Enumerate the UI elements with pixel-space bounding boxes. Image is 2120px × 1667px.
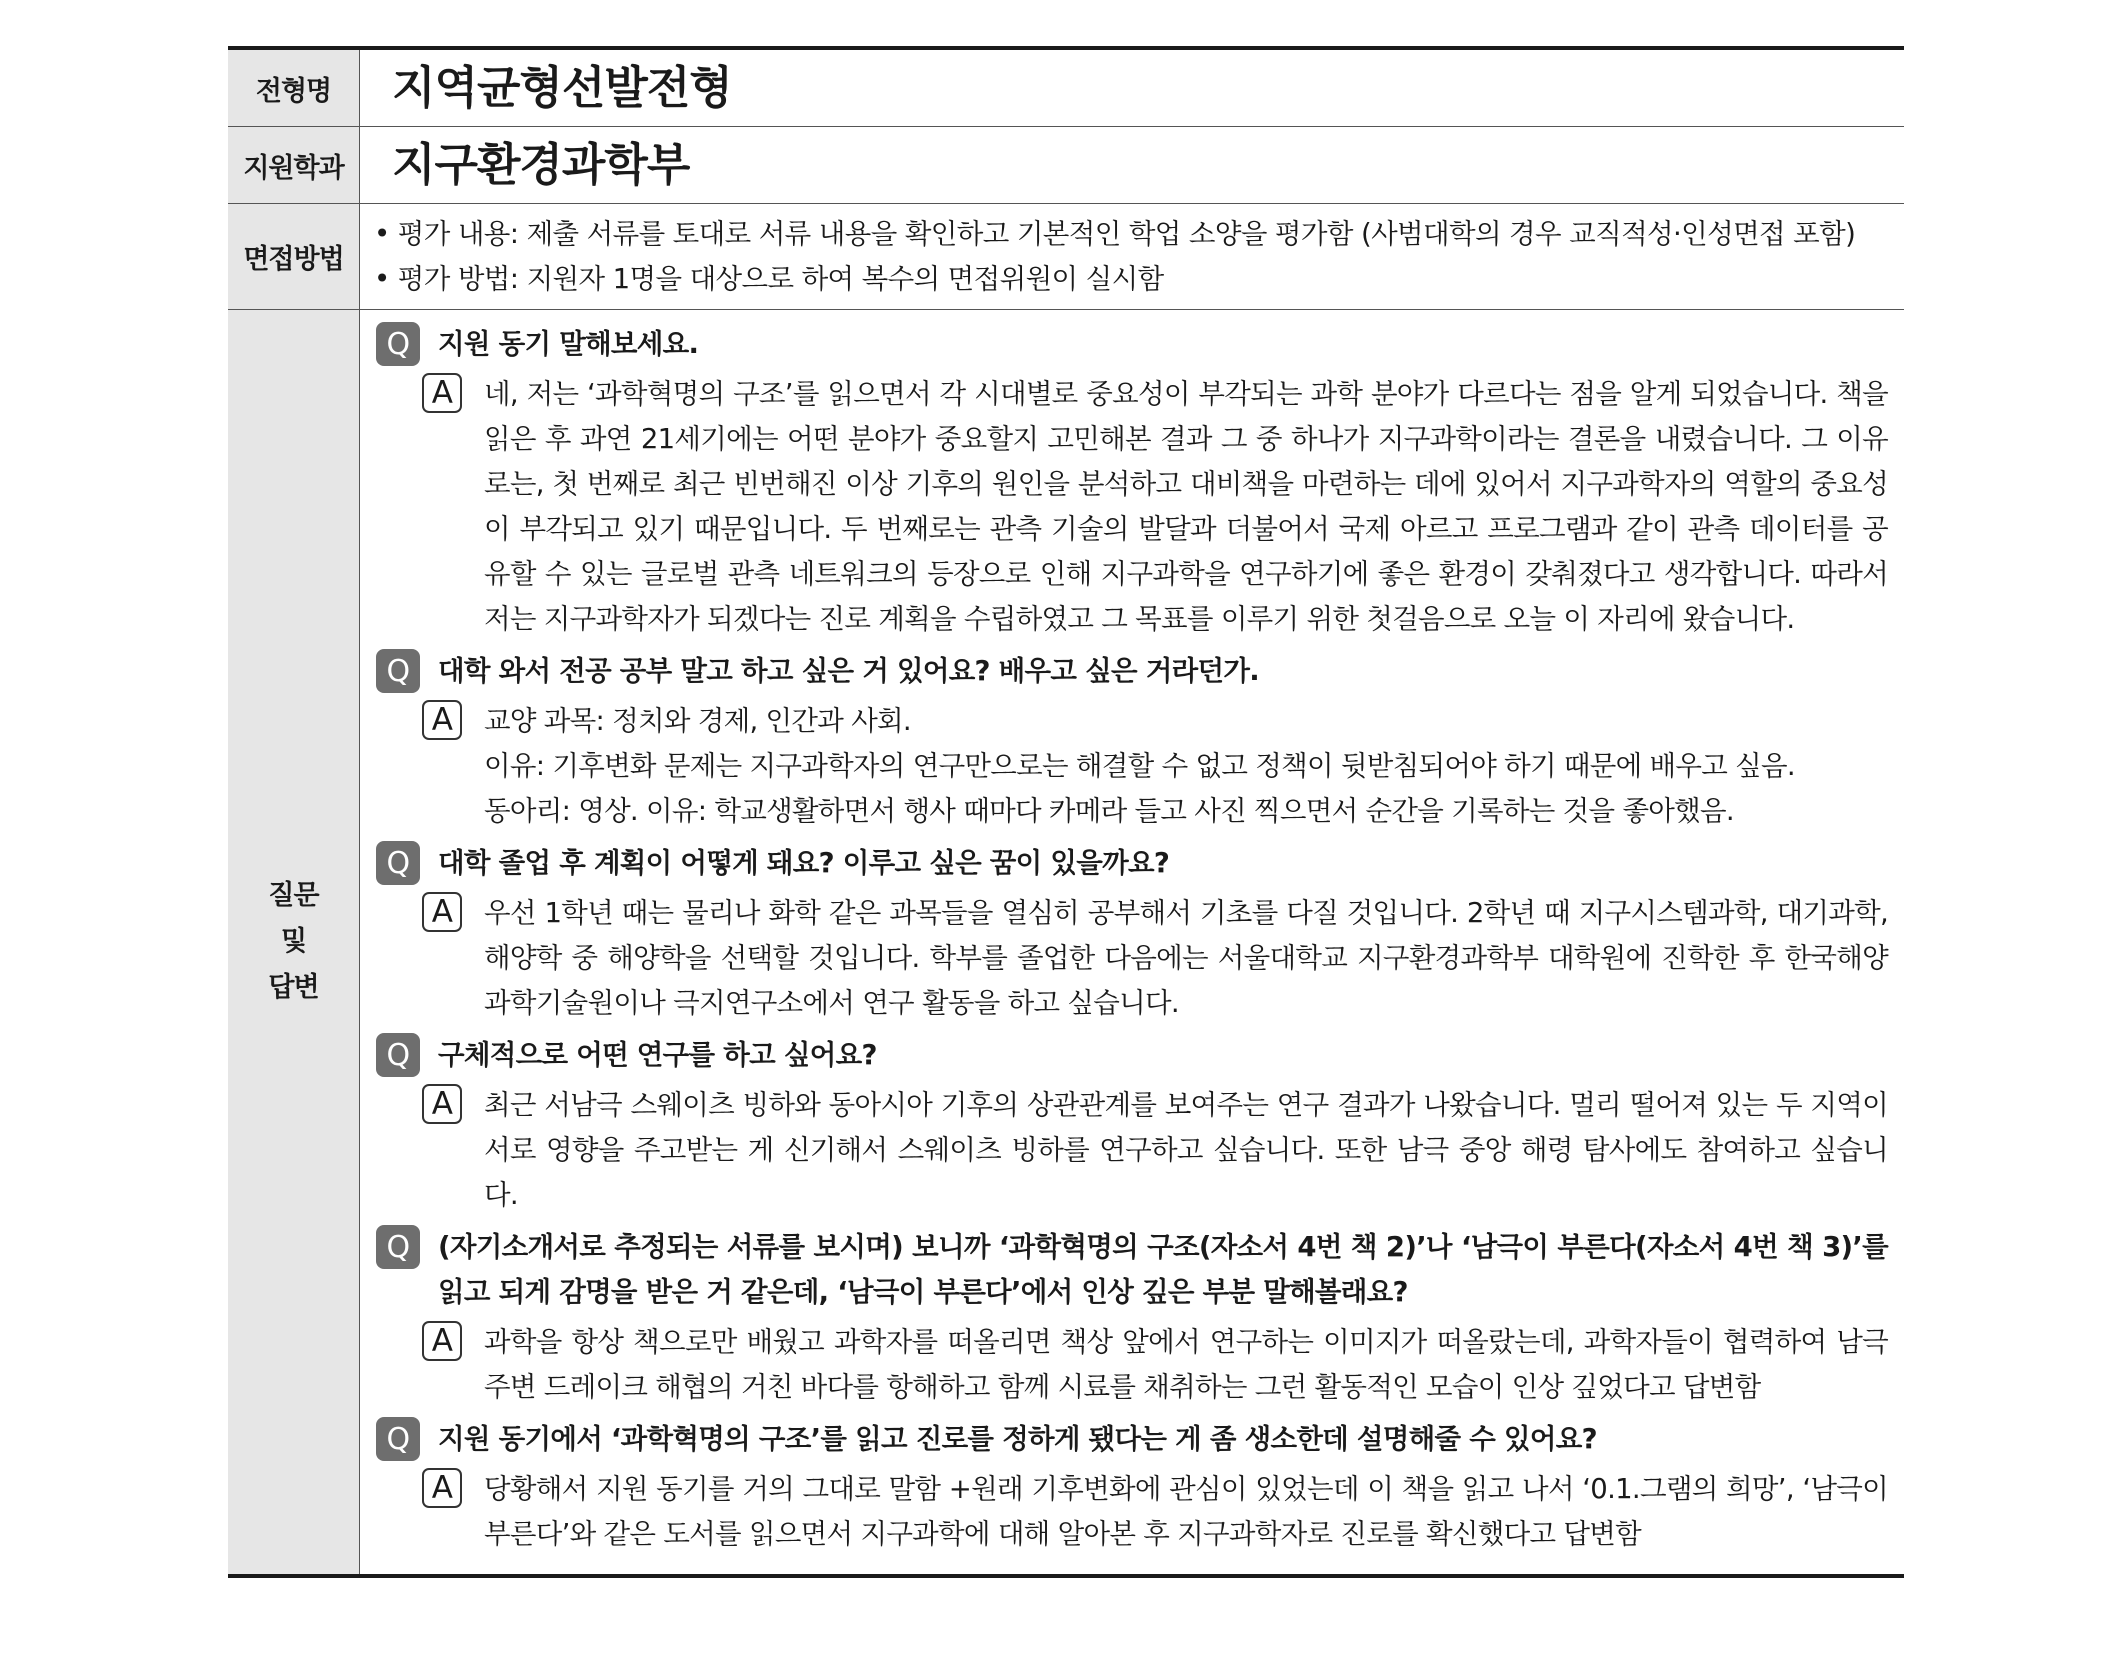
- label-admission: 전형명: [228, 48, 360, 127]
- admission-type-value: 지역균형선발전형: [392, 61, 732, 114]
- row-department: [228, 127, 1904, 204]
- answer-text: 과학을 항상 책으로만 배웠고 과학자를 떠올리면 책상 앞에서 연구하는 이미지가 떠올랐는데, 과학자들이 협력하여 남극 주변 드레이크 해협의 거친 바다를 항해하고 함께 시료를 채취하는 그런 활동적인 모습이 인상 깊었다고 답변함: [484, 1326, 1888, 1403]
- label-method: 면접방법: [228, 204, 360, 310]
- question-text: 대학 와서 전공 공부 말고 하고 싶은 거 있어요? 배우고 싶은 거라던가.: [438, 655, 1259, 687]
- interview-record-sheet: [228, 46, 1904, 1578]
- answer-line-reason: 이유: 기후변화 문제는 지구과학자의 연구만으로는 해결할 수 없고 정책이 뒷받침되어야 하기 때문에 배우고 싶음.: [484, 750, 1795, 782]
- question-text: (자기소개서로 추정되는 서류를 보시며) 보니까 ‘과학혁명의 구조(자소서 4번 책 2)’나 ‘남극이 부른다(자소서 4번 책 3)’를 읽고 되게 감명을 받은 거 같은데, ‘남극이 부른다’에서 인상 깊은 부분 말해볼래요?: [438, 1231, 1888, 1308]
- question: [376, 1417, 1888, 1462]
- qa-list: [360, 310, 1904, 1574]
- question-text: 대학 졸업 후 계획이 어떻게 돼요? 이루고 싶은 꿈이 있을까요?: [438, 847, 1170, 879]
- method-line-content: • 평가 내용: 제출 서류를 토대로 서류 내용을 확인하고 기본적인 학업 소양을 평가함 (사범대학의 경우 교직적성·인성면접 포함): [374, 217, 1856, 250]
- question: [376, 841, 1888, 886]
- a-badge-icon: A: [422, 1321, 462, 1361]
- department-cell: [360, 127, 1905, 204]
- question-text: 지원 동기에서 ‘과학혁명의 구조’를 읽고 진로를 정하게 됐다는 게 좀 생소한데 설명해줄 수 있어요?: [438, 1423, 1597, 1455]
- row-qa: [228, 310, 1904, 1577]
- admission-type-cell: [360, 48, 1905, 127]
- q-badge-icon: Q: [376, 841, 420, 885]
- label-qa: [228, 310, 360, 1577]
- a-badge-icon: A: [422, 700, 462, 740]
- q-badge-icon: Q: [376, 649, 420, 693]
- qa-item: [376, 1033, 1888, 1218]
- answer-line-club: 동아리: 영상. 이유: 학교생활하면서 행사 때마다 카메라 들고 사진 찍으면서 순간을 기록하는 것을 좋아했음.: [484, 795, 1734, 827]
- answer: [422, 699, 1888, 834]
- label-qa-line-3: 답변: [268, 972, 319, 1003]
- row-method: [228, 204, 1904, 310]
- row-admission: [228, 48, 1904, 127]
- answer-text: [484, 699, 1888, 834]
- answer: [422, 1467, 1888, 1557]
- answer-line-courses: 교양 과목: 정치와 경제, 인간과 사회.: [484, 705, 911, 737]
- answer: [422, 1083, 1888, 1218]
- question: [376, 1225, 1888, 1315]
- question: [376, 1033, 1888, 1078]
- qa-item: [376, 649, 1888, 834]
- answer: [422, 1320, 1888, 1410]
- label-qa-line-1: 질문: [268, 880, 319, 911]
- method-line-procedure: • 평가 방법: 지원자 1명을 대상으로 하여 복수의 면접위원이 실시함: [374, 262, 1164, 295]
- q-badge-icon: Q: [376, 1225, 420, 1269]
- q-badge-icon: Q: [376, 322, 420, 366]
- question: [376, 322, 1888, 367]
- answer-text: 우선 1학년 때는 물리나 화학 같은 과목들을 열심히 공부해서 기초를 다질 것입니다. 2학년 때 지구시스템과학, 대기과학, 해양학 중 해양학을 선택할 것입니다. 학부를 졸업한 다음에는 서울대학교 지구환경과학부 대학원에 진학한 후 한국해양과학기술원이나 극지연구소에서 연구 활동을 하고 싶습니다.: [484, 897, 1888, 1019]
- qa-cell: [360, 310, 1905, 1577]
- department-value: 지구환경과학부: [392, 138, 690, 191]
- answer: [422, 891, 1888, 1026]
- a-badge-icon: A: [422, 1468, 462, 1508]
- answer-text: 네, 저는 ‘과학혁명의 구조’를 읽으면서 각 시대별로 중요성이 부각되는 과학 분야가 다르다는 점을 알게 되었습니다. 책을 읽은 후 과연 21세기에는 어떤 분야가 중요할지 고민해본 결과 그 중 하나가 지구과학이라는 결론을 내렸습니다. 그 이유로는, 첫 번째로 최근 빈번해진 이상 기후의 원인을 분석하고 대비책을 마련하는 데에 있어서 지구과학자의 역할의 중요성이 부각되고 있기 때문입니다. 두 번째로는 관측 기술의 발달과 더불어서 국제 아르고 프로그램과 같이 관측 데이터를 공유할 수 있는 글로벌 관측 네트워크의 등장으로 인해 지구과학을 연구하기에 좋은 환경이 갖춰졌다고 생각합니다. 따라서 저는 지구과학자가 되겠다는 진로 계획을 수립하였고 그 목표를 이루기 위한 첫걸음으로 오늘 이 자리에 왔습니다.: [484, 378, 1888, 635]
- qa-item: [376, 841, 1888, 1026]
- question: [376, 649, 1888, 694]
- q-badge-icon: Q: [376, 1033, 420, 1077]
- interview-table: [228, 46, 1904, 1578]
- q-badge-icon: Q: [376, 1417, 420, 1461]
- method-cell: [360, 204, 1905, 310]
- qa-item: [376, 1225, 1888, 1410]
- label-department: 지원학과: [228, 127, 360, 204]
- a-badge-icon: A: [422, 1084, 462, 1124]
- question-text: 지원 동기 말해보세요.: [438, 328, 699, 360]
- a-badge-icon: A: [422, 892, 462, 932]
- question-text: 구체적으로 어떤 연구를 하고 싶어요?: [438, 1039, 877, 1071]
- answer-text: 최근 서남극 스웨이츠 빙하와 동아시아 기후의 상관관계를 보여주는 연구 결과가 나왔습니다. 멀리 떨어져 있는 두 지역이 서로 영향을 주고받는 게 신기해서 스웨이츠 빙하를 연구하고 싶습니다. 또한 남극 중앙 해령 탐사에도 참여하고 싶습니다.: [484, 1089, 1888, 1211]
- a-badge-icon: A: [422, 373, 462, 413]
- answer-text: 당황해서 지원 동기를 거의 그대로 말함 +원래 기후변화에 관심이 있었는데 이 책을 읽고 나서 ‘0.1.그램의 희망’, ‘남극이 부른다’와 같은 도서를 읽으면서 지구과학에 대해 알아본 후 지구과학자로 진로를 확신했다고 답변함: [484, 1473, 1888, 1550]
- method-lines: [374, 208, 1904, 306]
- qa-item: [376, 1417, 1888, 1557]
- label-qa-line-2: 및: [280, 926, 307, 957]
- answer: [422, 372, 1888, 642]
- qa-item: [376, 322, 1888, 642]
